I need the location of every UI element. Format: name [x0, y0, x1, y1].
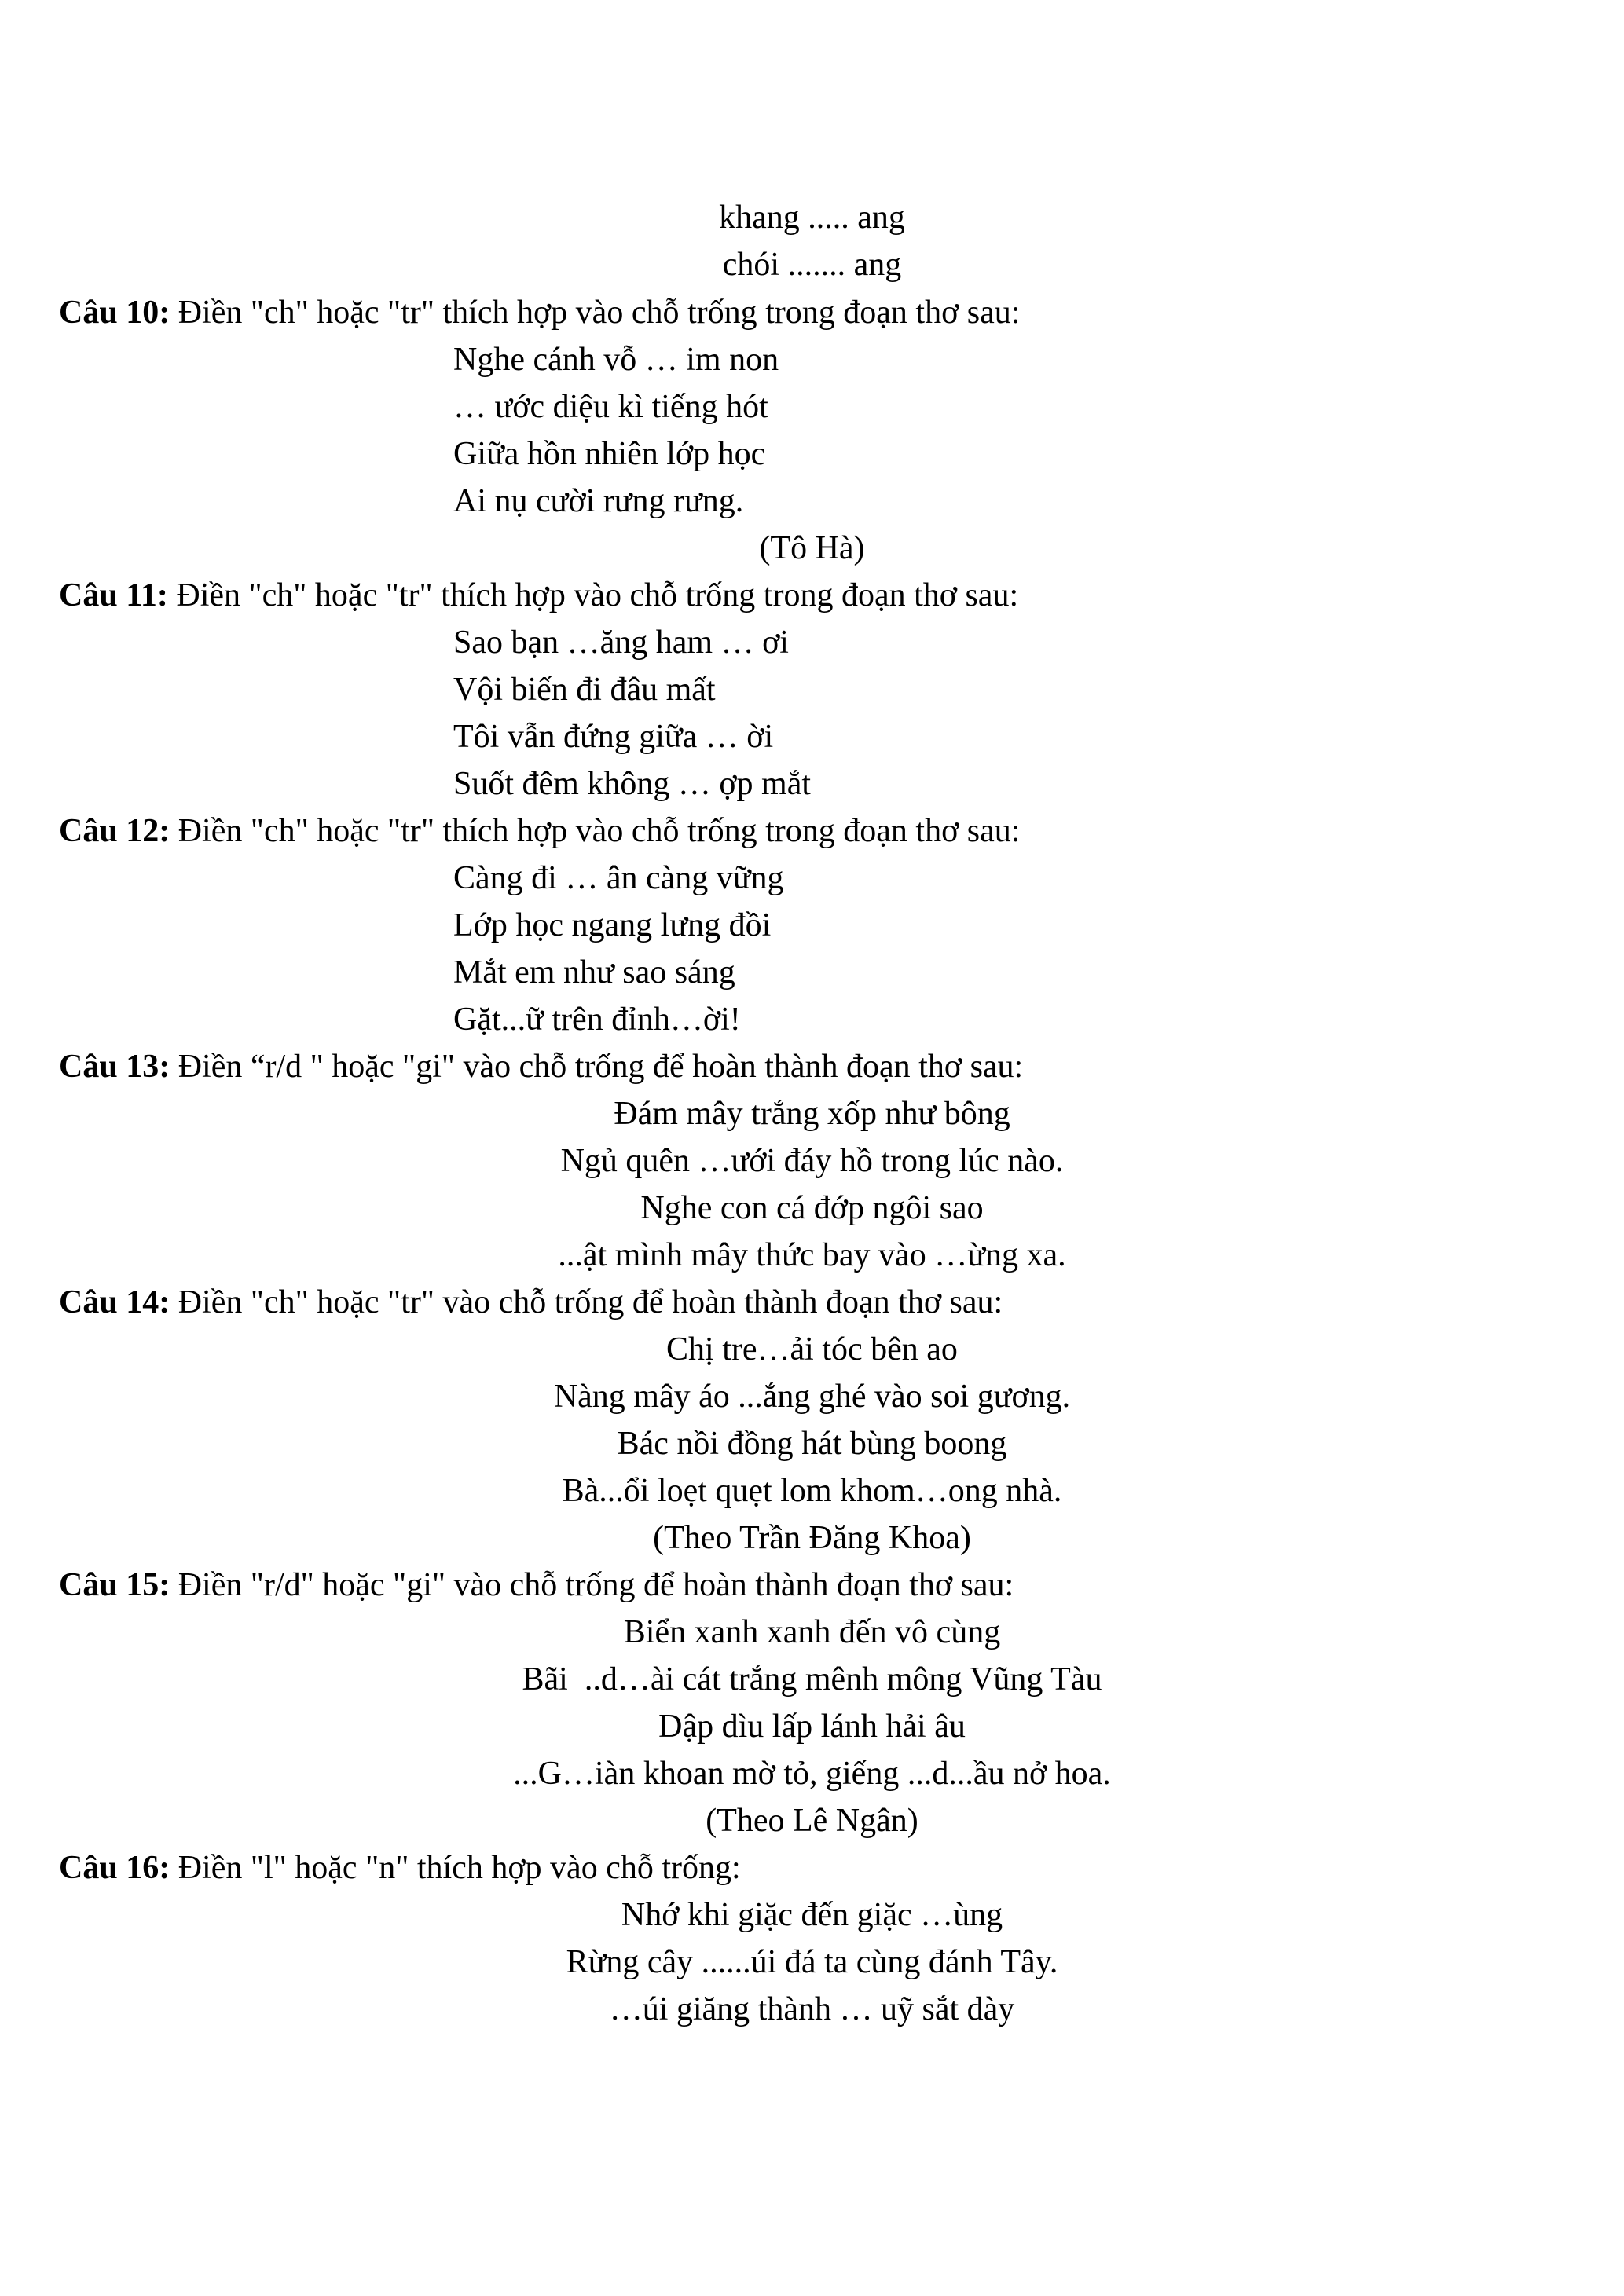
question-label: Câu 16: [59, 1850, 170, 1886]
poem-line: Sao bạn …ăng ham … ơi [453, 624, 789, 661]
question-prompt: Điền "ch" hoặc "tr" thích hợp vào chỗ trống trong đoạn thơ sau: [170, 813, 1021, 849]
question-label: Câu 13: [59, 1049, 170, 1085]
poem-line: …úi giăng thành … uỹ sắt dày [609, 1991, 1015, 2027]
poem-line: Giữa hồn nhiên lớp học [453, 436, 766, 472]
poem-line: Ai nụ cười rưng rưng. [453, 483, 744, 519]
poem-line: Chị tre…ải tóc bên ao [666, 1331, 958, 1368]
question-prompt: Điền "l" hoặc "n" thích hợp vào chỗ trống: [170, 1850, 741, 1886]
question-prompt: Điền "ch" hoặc "tr" thích hợp vào chỗ trống trong đoạn thơ sau: [170, 295, 1021, 331]
poem-line: Dập dìu lấp lánh hải âu [658, 1708, 966, 1745]
poem-line: Suốt đêm không … ợp mắt [453, 766, 812, 802]
poem-source: (Tô Hà) [759, 530, 865, 566]
poem-line: Lớp học ngang lưng đồi [453, 907, 772, 943]
question-label: Câu 14: [59, 1284, 170, 1320]
poem-line: Bác nồi đồng hát bùng boong [617, 1426, 1007, 1462]
question-prompt: Điền "ch" hoặc "tr" thích hợp vào chỗ trống trong đoạn thơ sau: [167, 577, 1019, 613]
poem-line: Nhớ khi giặc đến giặc …ùng [621, 1897, 1003, 1933]
question-label: Câu 10: [59, 295, 170, 331]
poem-line: Nàng mây áo ...ắng ghé vào soi gương. [553, 1379, 1071, 1415]
question-10 [59, 289, 1020, 336]
poem-line: khang ..... ang [719, 200, 905, 236]
question-15 [59, 1562, 1014, 1609]
poem-line: Rừng cây ......úi đá ta cùng đánh Tây. [566, 1944, 1058, 1980]
poem-line: Đám mây trắng xốp như bông [614, 1096, 1010, 1132]
poem-line: Bà...ổi loẹt quẹt lom khom…ong nhà. [562, 1473, 1062, 1509]
poem-line: Ngủ quên …ưới đáy hồ trong lúc nào. [560, 1143, 1064, 1179]
question-prompt: Điền “r/d " hoặc "gi" vào chỗ trống để hoàn thành đoạn thơ sau: [170, 1049, 1024, 1085]
poem-line: … ước diệu kì tiếng hót [453, 389, 768, 425]
poem-line: Tôi vẫn đứng giữa … ời [453, 719, 774, 755]
question-label: Câu 11: [59, 577, 168, 613]
question-prompt: Điền "ch" hoặc "tr" vào chỗ trống để hoàn thành đoạn thơ sau: [170, 1284, 1003, 1320]
question-label: Câu 12: [59, 813, 170, 849]
poem-source: (Theo Trần Đăng Khoa) [653, 1520, 971, 1556]
question-12 [59, 807, 1020, 855]
question-13 [59, 1043, 1023, 1090]
poem-line: Biển xanh xanh đến vô cùng [623, 1614, 1001, 1650]
poem-line: Mắt em như sao sáng [453, 954, 735, 991]
poem-line: chói ....... ang [722, 247, 902, 283]
poem-line: Nghe con cá đớp ngôi sao [640, 1190, 984, 1226]
poem-line: ...G…iàn khoan mờ tỏ, giếng ...d...ầu nở hoa. [513, 1756, 1111, 1792]
question-16 [59, 1844, 741, 1891]
poem-line: Càng đi … ân càng vững [453, 860, 784, 896]
question-14 [59, 1279, 1003, 1326]
poem-line: ...ật mình mây thức bay vào …ừng xa. [558, 1237, 1066, 1273]
poem-line: Nghe cánh vỗ … im non [453, 342, 779, 378]
question-label: Câu 15: [59, 1567, 170, 1603]
poem-source: (Theo Lê Ngân) [706, 1803, 918, 1839]
poem-line: Gặt...ữ trên đỉnh…ời! [453, 1002, 741, 1038]
question-prompt: Điền "r/d" hoặc "gi" vào chỗ trống để hoàn thành đoạn thơ sau: [170, 1567, 1014, 1603]
poem-line: Vội biến đi đâu mất [453, 672, 716, 708]
question-11 [59, 572, 1018, 619]
poem-line: Bãi ..d…ài cát trắng mênh mông Vũng Tàu [522, 1661, 1102, 1697]
